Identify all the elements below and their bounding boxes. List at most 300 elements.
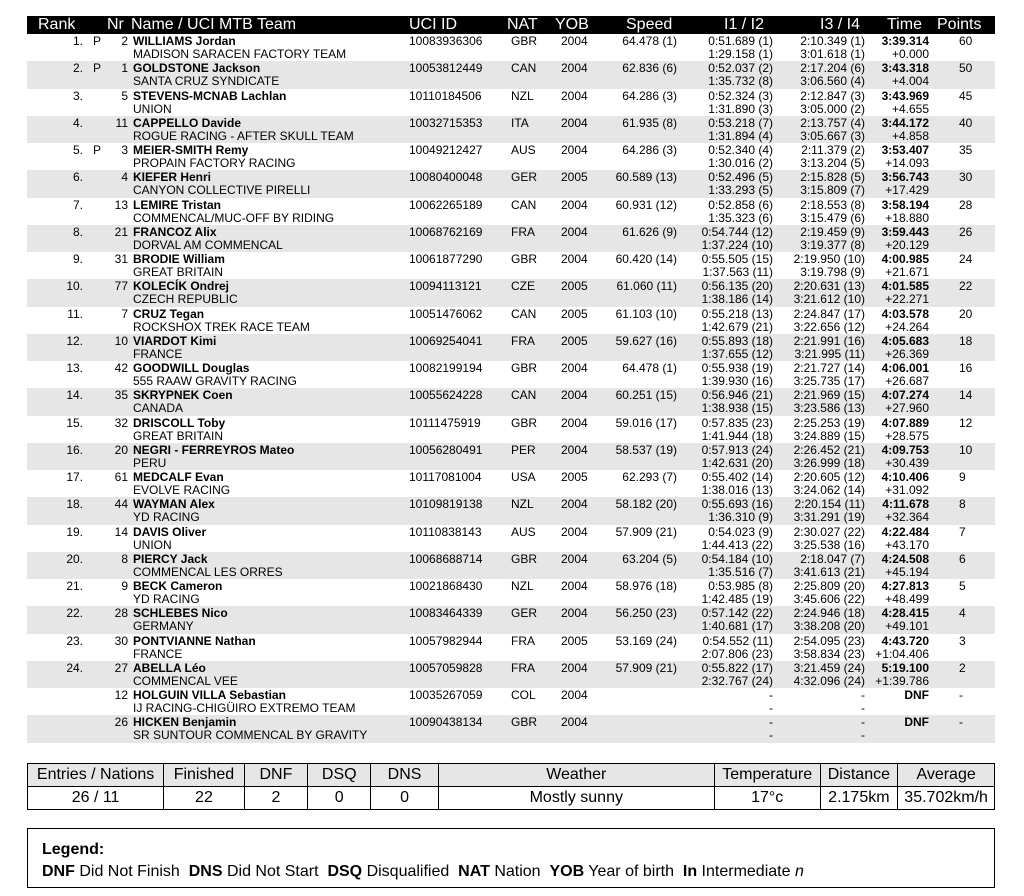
- cell-points: 7: [959, 524, 966, 539]
- cell-i3: 2:24.946 (18): [793, 606, 865, 621]
- legend-items: [42, 863, 813, 881]
- result-row: [27, 416, 995, 443]
- cell-nr: 28: [114, 606, 128, 621]
- cell-uci: 10090438134: [409, 715, 483, 730]
- cell-yob: 2004: [561, 361, 588, 375]
- cell-i3: 2:19.950 (10): [793, 252, 865, 266]
- cell-i3: 2:20.631 (13): [793, 279, 865, 294]
- cell-i4: 3:19.798 (9): [800, 265, 865, 279]
- cell-name: DRISCOLL Toby: [133, 415, 226, 430]
- cell-time: 4:07.274: [881, 388, 929, 403]
- cell-gap: +18.880: [885, 210, 929, 225]
- cell-uci: 10111475919: [409, 415, 481, 430]
- legend-box: [27, 828, 995, 888]
- cell-i4: -: [861, 728, 865, 743]
- cell-i1: 0:56.135 (20): [701, 279, 773, 294]
- summary-header: Entries / Nations: [28, 764, 164, 787]
- cell-rank: 9.: [72, 252, 83, 266]
- col-i3i4: I3 / I4: [820, 16, 861, 33]
- result-row: [27, 634, 995, 661]
- summary-header: DNF: [244, 764, 307, 787]
- cell-i1: 0:51.689 (1): [708, 34, 773, 48]
- cell-speed: 60.420 (14): [615, 252, 677, 266]
- cell-gap: +32.364: [885, 510, 929, 525]
- cell-nat: CAN: [511, 388, 537, 403]
- cell-time: 4:27.813: [881, 579, 929, 593]
- cell-team: SANTA CRUZ SYNDICATE: [133, 74, 280, 89]
- cell-points: -: [959, 688, 963, 702]
- cell-yob: 2004: [561, 688, 588, 702]
- cell-nr: 10: [114, 333, 128, 348]
- cell-i1: 0:52.496 (5): [708, 170, 773, 185]
- result-row: [27, 497, 995, 524]
- cell-nat: GBR: [511, 361, 538, 375]
- cell-i3: 2:25.253 (19): [793, 415, 865, 430]
- cell-team: COMMENCAL LES ORRES: [133, 564, 283, 579]
- cell-gap: +4.004: [891, 74, 929, 89]
- cell-gap: +22.271: [885, 292, 929, 307]
- cell-yob: 2005: [561, 470, 588, 484]
- results-table: [27, 34, 995, 743]
- cell-points: 28: [959, 197, 973, 212]
- cell-uci: 10062265189: [409, 197, 483, 212]
- cell-speed: 59.627 (16): [615, 333, 677, 348]
- cell-i2: 1:37.563 (11): [702, 265, 773, 279]
- cell-i2: 1:41.944 (18): [701, 428, 773, 443]
- cell-name: VIARDOT Kimi: [133, 333, 217, 348]
- cell-nr: 30: [114, 633, 128, 648]
- cell-time: 4:09.753: [881, 442, 929, 457]
- cell-name: CRUZ Tegan: [133, 306, 205, 321]
- cell-uci: 10110838143: [409, 524, 482, 539]
- cell-time: 4:28.415: [881, 606, 929, 621]
- cell-i1: 0:57.913 (24): [701, 442, 773, 457]
- cell-yob: 2005: [561, 633, 588, 648]
- legend-abbr: In: [682, 863, 698, 880]
- summary-header: DSQ: [308, 764, 371, 787]
- cell-rank: 22.: [66, 606, 83, 621]
- cell-nat: FRA: [511, 333, 535, 348]
- cell-rank: 2.: [72, 61, 83, 76]
- cell-i4: 3:38.208 (20): [793, 619, 865, 634]
- cell-flag: P: [93, 143, 102, 157]
- cell-i4: 3:31.291 (19): [793, 510, 865, 525]
- cell-i4: 3:24.062 (14): [793, 483, 865, 497]
- cell-yob: 2005: [561, 333, 588, 348]
- legend-text: Intermediate: [701, 863, 791, 880]
- cell-uci: 10021868430: [409, 579, 483, 593]
- cell-i4: 3:23.586 (13): [793, 401, 865, 416]
- result-row: [27, 225, 995, 252]
- cell-team: FRANCE: [133, 646, 183, 661]
- cell-nr: 9: [121, 579, 128, 593]
- cell-gap: +17.429: [885, 183, 929, 198]
- cell-i2: 1:31.894 (4): [708, 128, 773, 143]
- cell-speed: 61.935 (8): [622, 115, 677, 130]
- cell-team: MADISON SARACEN FACTORY TEAM: [133, 47, 347, 61]
- cell-team: GERMANY: [133, 619, 194, 634]
- cell-team: PROPAIN FACTORY RACING: [133, 156, 296, 170]
- cell-team: DORVAL AM COMMENCAL: [133, 237, 283, 252]
- cell-i1: 0:54.552 (11): [702, 633, 773, 648]
- result-row: [27, 688, 995, 715]
- cell-team: YD RACING: [133, 510, 200, 525]
- cell-name: MEIER-SMITH Remy: [133, 143, 249, 157]
- col-speed: Speed: [626, 16, 673, 33]
- cell-yob: 2004: [561, 61, 588, 76]
- cell-i2: 1:37.224 (10): [701, 237, 773, 252]
- cell-nat: FRA: [511, 660, 535, 675]
- cell-i2: 1:31.890 (3): [708, 101, 773, 116]
- cell-i2: 1:37.655 (12): [701, 346, 773, 361]
- cell-gap: +26.687: [885, 374, 929, 388]
- cell-time: 3:59.443: [881, 224, 929, 239]
- cell-yob: 2004: [561, 388, 588, 403]
- cell-i4: 3:15.809 (7): [800, 183, 865, 198]
- cell-nat: GBR: [511, 715, 538, 730]
- cell-nat: GER: [511, 606, 538, 621]
- cell-gap: +49.101: [885, 619, 929, 634]
- cell-gap: +28.575: [885, 428, 929, 443]
- legend-text: Disqualified: [366, 863, 450, 880]
- cell-yob: 2004: [561, 415, 588, 430]
- cell-name: SKRYPNEK Coen: [133, 388, 233, 403]
- legend-text: Year of birth: [588, 863, 674, 880]
- cell-gap: +1:39.786: [875, 673, 929, 688]
- cell-points: 35: [959, 143, 973, 157]
- result-row: [27, 116, 995, 143]
- cell-rank: 12.: [66, 333, 83, 348]
- cell-i1: 0:55.402 (14): [701, 470, 773, 484]
- cell-points: 26: [959, 224, 973, 239]
- result-row: [27, 279, 995, 306]
- cell-yob: 2004: [561, 524, 588, 539]
- cell-name: STEVENS-MCNAB Lachlan: [133, 88, 287, 103]
- cell-points: 6: [959, 551, 966, 566]
- legend-abbr: NAT: [458, 863, 490, 880]
- cell-name: KIEFER Henri: [133, 170, 212, 185]
- cell-time: DNF: [904, 715, 929, 730]
- result-row: [27, 198, 995, 225]
- cell-i3: -: [861, 688, 865, 702]
- result-row: [27, 443, 995, 470]
- cell-i3: 3:21.459 (24): [793, 660, 865, 675]
- cell-speed: 62.293 (7): [622, 470, 677, 484]
- cell-rank: 3.: [72, 88, 83, 103]
- cell-i4: 3:26.999 (18): [793, 455, 865, 470]
- cell-i3: 2:11.379 (2): [801, 143, 865, 157]
- cell-uci: 10110184506: [409, 88, 482, 103]
- cell-name: ABELLA Léo: [133, 660, 206, 675]
- cell-i3: 2:15.828 (5): [800, 170, 865, 185]
- cell-rank: 20.: [66, 551, 83, 566]
- cell-speed: 57.909 (21): [615, 660, 677, 675]
- cell-time: DNF: [904, 688, 929, 702]
- cell-team: YD RACING: [133, 592, 200, 606]
- cell-nr: 14: [114, 524, 128, 539]
- cell-uci: 10035267059: [409, 688, 483, 702]
- cell-nr: 1: [121, 61, 128, 76]
- cell-i4: 3:45.606 (22): [793, 592, 865, 606]
- cell-i3: 2:24.847 (17): [793, 306, 865, 321]
- col-time: Time: [887, 16, 922, 33]
- cell-i3: -: [861, 715, 865, 730]
- cell-uci: 10083936306: [409, 34, 483, 48]
- cell-uci: 10082199194: [409, 361, 483, 375]
- summary-header: Average: [898, 764, 995, 787]
- col-rank: Rank: [38, 16, 76, 33]
- cell-i2: 1:42.679 (21): [701, 319, 773, 334]
- cell-name: PONTVIANNE Nathan: [133, 633, 256, 648]
- cell-points: 16: [959, 361, 973, 375]
- cell-speed: 56.250 (23): [615, 606, 677, 621]
- cell-i4: 3:25.735 (17): [793, 374, 865, 388]
- cell-i1: 0:54.184 (10): [701, 551, 773, 566]
- cell-speed: 63.204 (5): [622, 551, 677, 566]
- cell-i3: 2:19.459 (9): [800, 224, 865, 239]
- cell-nat: FRA: [511, 633, 535, 648]
- cell-uci: 10109819138: [409, 497, 483, 512]
- cell-points: 30: [959, 170, 973, 185]
- cell-rank: 21.: [66, 579, 83, 593]
- cell-nat: AUS: [511, 524, 536, 539]
- cell-nr: 11: [115, 115, 128, 130]
- cell-i4: 3:25.538 (16): [793, 537, 865, 552]
- cell-gap: +48.499: [885, 592, 929, 606]
- summary-header: Distance: [820, 764, 898, 787]
- col-nat: NAT: [507, 16, 538, 33]
- cell-gap: +30.439: [885, 455, 929, 470]
- summary-header: Temperature: [714, 764, 820, 787]
- cell-speed: 60.589 (13): [615, 170, 677, 185]
- cell-yob: 2005: [561, 170, 588, 185]
- cell-speed: 62.836 (6): [622, 61, 677, 76]
- result-row: [27, 661, 995, 688]
- cell-team: CZECH REPUBLIC: [133, 292, 238, 307]
- cell-i2: 1:35.323 (6): [708, 210, 773, 225]
- cell-team: SR SUNTOUR COMMENCAL BY GRAVITY: [133, 728, 368, 743]
- cell-speed: 64.478 (1): [622, 34, 677, 48]
- legend-abbr: DSQ: [327, 863, 363, 880]
- cell-nat: NZL: [511, 88, 534, 103]
- cell-i2: 1:42.631 (20): [701, 455, 773, 470]
- cell-speed: 58.537 (19): [615, 442, 677, 457]
- cell-yob: 2004: [561, 715, 588, 730]
- cell-gap: +31.092: [885, 483, 929, 497]
- result-row: [27, 579, 995, 606]
- cell-rank: 16.: [66, 442, 83, 457]
- cell-i1: 0:52.324 (3): [708, 88, 773, 103]
- cell-points: 45: [959, 88, 973, 103]
- cell-i1: 0:54.744 (12): [701, 224, 773, 239]
- cell-i3: 2:21.991 (16): [793, 333, 865, 348]
- cell-yob: 2004: [561, 115, 588, 130]
- cell-name: GOLDSTONE Jackson: [133, 61, 261, 76]
- cell-points: 3: [959, 633, 966, 648]
- cell-i4: 3:21.612 (10): [793, 292, 865, 307]
- cell-gap: +4.858: [891, 128, 929, 143]
- cell-gap: +1:04.406: [875, 646, 929, 661]
- cell-i2: 1:33.293 (5): [708, 183, 773, 198]
- cell-speed: 64.286 (3): [622, 143, 677, 157]
- cell-uci: 10069254041: [409, 333, 483, 348]
- cell-speed: 59.016 (17): [615, 415, 677, 430]
- cell-nat: GBR: [511, 551, 538, 566]
- cell-i1: 0:55.505 (15): [701, 252, 773, 266]
- result-row: [27, 606, 995, 633]
- cell-i4: 3:01.618 (1): [800, 47, 865, 61]
- cell-gap: +4.655: [891, 101, 929, 116]
- cell-nat: FRA: [511, 224, 535, 239]
- result-row: [27, 61, 995, 88]
- cell-team: EVOLVE RACING: [133, 483, 231, 497]
- legend-abbr: DNS: [188, 863, 223, 880]
- cell-nat: ITA: [511, 115, 529, 130]
- summary-header: DNS: [371, 764, 438, 787]
- cell-i4: 3:24.889 (15): [793, 428, 865, 443]
- cell-points: 9: [959, 470, 966, 484]
- cell-i1: 0:55.822 (17): [701, 660, 773, 675]
- cell-i3: 2:54.095 (23): [793, 633, 865, 648]
- cell-nat: GBR: [511, 415, 538, 430]
- cell-points: -: [959, 715, 963, 730]
- summary-value: 0: [308, 787, 371, 810]
- result-row: [27, 470, 995, 497]
- cell-nat: GER: [511, 170, 538, 185]
- cell-i1: 0:56.946 (21): [701, 388, 773, 403]
- legend-abbr: DNF: [42, 863, 75, 880]
- cell-i2: 1:40.681 (17): [701, 619, 773, 634]
- cell-speed: 60.251 (15): [615, 388, 677, 403]
- cell-uci: 10051476062: [409, 306, 483, 321]
- cell-team: COMMENCAL/MUC-OFF BY RIDING: [133, 210, 335, 225]
- cell-nat: COL: [511, 688, 536, 702]
- cell-nr: 61: [114, 470, 128, 484]
- cell-yob: 2005: [561, 279, 588, 294]
- cell-i2: 1:38.938 (15): [701, 401, 773, 416]
- result-row: [27, 89, 995, 116]
- cell-nat: USA: [511, 470, 536, 484]
- cell-rank: 1.: [72, 34, 83, 48]
- cell-uci: 10061877290: [409, 252, 483, 266]
- cell-i1: 0:57.835 (23): [701, 415, 773, 430]
- cell-i1: 0:52.037 (2): [708, 61, 773, 76]
- legend-title: Legend:: [42, 841, 105, 858]
- summary-value: 35.702km/h: [898, 787, 995, 810]
- cell-i4: 3:21.995 (11): [794, 346, 865, 361]
- cell-time: 4:05.683: [881, 333, 929, 348]
- cell-team: COMMENCAL VEE: [133, 673, 238, 688]
- cell-nr: 31: [114, 252, 128, 266]
- cell-name: HICKEN Benjamin: [133, 715, 237, 730]
- cell-i2: 1:29.158 (1): [708, 47, 773, 61]
- cell-uci: 10080400048: [409, 170, 483, 185]
- cell-i3: 2:20.154 (11): [794, 497, 865, 512]
- cell-yob: 2004: [561, 143, 588, 157]
- cell-gap: +14.093: [885, 156, 929, 170]
- summary-value: 2.175km: [820, 787, 898, 810]
- cell-gap: +45.194: [885, 564, 929, 579]
- cell-nat: CAN: [511, 61, 537, 76]
- cell-yob: 2004: [561, 497, 588, 512]
- legend-abbr: YOB: [549, 863, 585, 880]
- cell-rank: 14.: [66, 388, 83, 403]
- summary-value: 17°c: [714, 787, 820, 810]
- cell-team: UNION: [133, 101, 172, 116]
- legend-suffix: n: [794, 863, 804, 880]
- cell-i1: 0:53.218 (7): [708, 115, 773, 130]
- cell-i3: 2:26.452 (21): [793, 442, 865, 457]
- cell-name: NEGRI - FERREYROS Mateo: [133, 442, 295, 457]
- cell-i1: 0:54.023 (9): [708, 524, 773, 539]
- col-name-team: Name / UCI MTB Team: [131, 16, 297, 33]
- cell-team: UNION: [133, 537, 172, 552]
- cell-speed: 61.103 (10): [615, 306, 677, 321]
- results-header: [27, 16, 995, 34]
- cell-nr: 8: [121, 551, 128, 566]
- cell-name: WAYMAN Alex: [133, 497, 215, 512]
- cell-points: 60: [959, 34, 973, 48]
- cell-flag: P: [93, 61, 102, 76]
- cell-team: CANADA: [133, 401, 184, 416]
- cell-rank: 10.: [66, 279, 83, 294]
- cell-points: 10: [959, 442, 973, 457]
- cell-uci: 10057059828: [409, 660, 483, 675]
- cell-i3: 2:13.757 (4): [800, 115, 865, 130]
- cell-yob: 2004: [561, 660, 588, 675]
- col-i1i2: I1 / I2: [724, 16, 765, 33]
- cell-i4: -: [861, 701, 865, 715]
- cell-nr: 27: [114, 660, 128, 675]
- summary-header: Finished: [164, 764, 245, 787]
- cell-nr: 44: [114, 497, 128, 512]
- legend-text: Nation: [494, 863, 541, 880]
- cell-team: FRANCE: [133, 346, 183, 361]
- cell-time: 3:56.743: [881, 170, 929, 185]
- cell-i3: 2:12.847 (3): [800, 88, 865, 103]
- cell-yob: 2004: [561, 252, 588, 266]
- cell-rank: 5.: [72, 143, 83, 157]
- cell-rank: 6.: [72, 170, 83, 185]
- cell-name: GOODWILL Douglas: [133, 361, 250, 375]
- cell-name: CAPPELLO Davide: [133, 115, 242, 130]
- cell-nr: 5: [121, 88, 128, 103]
- cell-name: SCHLEBES Nico: [133, 606, 228, 621]
- cell-yob: 2005: [561, 306, 588, 321]
- cell-time: 4:24.508: [881, 551, 929, 566]
- cell-nat: PER: [511, 442, 536, 457]
- result-row: [27, 143, 995, 170]
- cell-time: 3:58.194: [881, 197, 929, 212]
- cell-i2: 1:38.186 (14): [701, 292, 773, 307]
- cell-nat: CZE: [511, 279, 535, 294]
- cell-yob: 2004: [561, 88, 588, 103]
- cell-i1: 0:52.858 (6): [708, 197, 773, 212]
- cell-team: IJ RACING-CHIGÜIRO EXTREMO TEAM: [133, 701, 356, 715]
- legend-text: Did Not Finish: [79, 863, 180, 880]
- cell-i1: 0:53.985 (8): [708, 579, 773, 593]
- cell-points: 40: [959, 115, 973, 130]
- cell-i4: 3:06.560 (4): [800, 74, 865, 89]
- cell-speed: 57.909 (21): [615, 524, 677, 539]
- cell-time: 5:19.100: [881, 660, 929, 675]
- cell-points: 8: [959, 497, 966, 512]
- cell-i3: 2:20.605 (12): [793, 470, 865, 484]
- summary-value: 0: [371, 787, 438, 810]
- cell-team: GREAT BRITAIN: [133, 265, 224, 279]
- cell-uci: 10083464339: [409, 606, 483, 621]
- cell-i4: 3:13.204 (5): [800, 156, 865, 170]
